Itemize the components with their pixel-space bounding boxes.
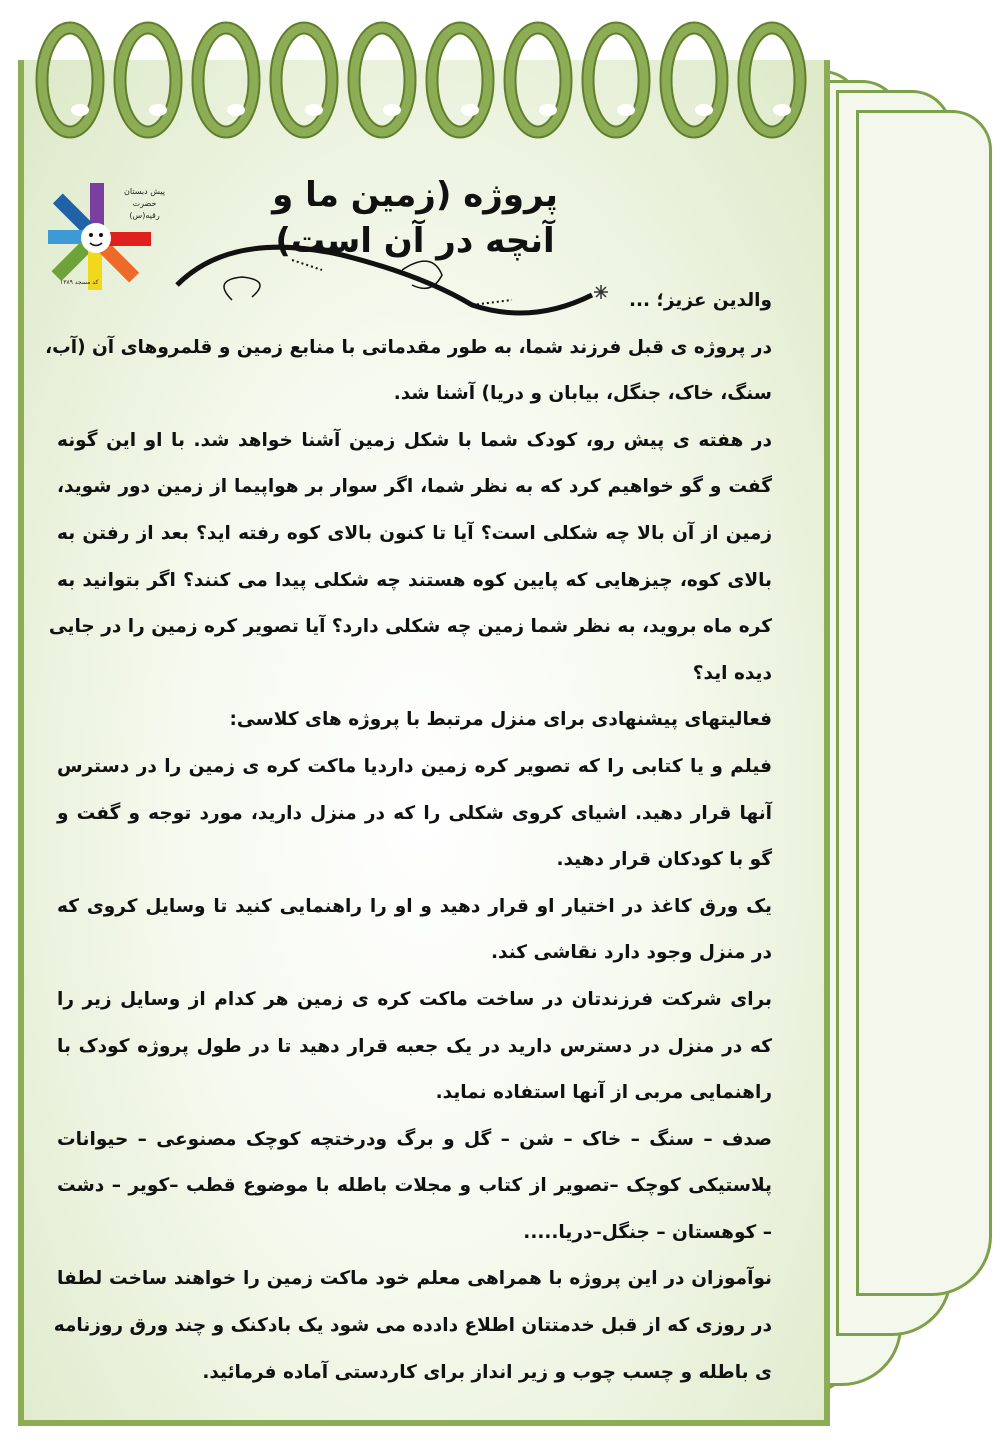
ring-highlight [305, 104, 323, 116]
ring-highlight [383, 104, 401, 116]
text-line: در روزی که از قبل خدمتتان اطلاع دادده می شود یک بادکنک و چند ورق روزنامه [53, 1315, 772, 1337]
text-line: دیده اید؟ [692, 662, 772, 684]
text-line: پلاستیکی کوچک –تصویر از کتاب و مجلات باطله با موضوع قطب –کویر – دشت [57, 1175, 772, 1197]
ring [744, 28, 800, 132]
ring [354, 28, 410, 132]
ring [510, 28, 566, 132]
ring [42, 28, 98, 132]
text-line: در پروژه ی قبل فرزند شما، به طور مقدماتی با منابع زمین و قلمروهای آن (آب، [45, 336, 772, 358]
ring-highlight [149, 104, 167, 116]
ring [198, 28, 254, 132]
text-line: زمین از آن بالا چه شکلی است؟ آیا تا کنون بالای کوه رفته اید؟ بعد از رفتن به [57, 522, 772, 544]
logo-line: پیش دبستان [124, 187, 166, 196]
ring-highlight [461, 104, 479, 116]
text-line: فیلم و یا کتابی را که تصویر کره زمین داردیا ماکت کره ی زمین را در دسترس [57, 755, 772, 777]
text-line: فعالیتهای پیشنهادی برای منزل مرتبط با پروژه های کلاسی: [229, 709, 772, 731]
ring-highlight [773, 104, 791, 116]
ring-highlight [227, 104, 245, 116]
text-line: سنگ، خاک، جنگل، بیابان و دریا) آشنا شد. [393, 383, 772, 405]
logo-line: رقیه(س) [129, 211, 160, 220]
ring-highlight [617, 104, 635, 116]
text-line: – کوهستان – جنگل–دریا..... [523, 1221, 772, 1243]
text-line: برای شرکت فرزندتان در ساخت ماکت کره ی زمین هر کدام از وسایل زیر را [57, 988, 772, 1010]
text-line: در منزل وجود دارد نقاشی کند. [491, 942, 772, 964]
logo-line: حضرت [132, 199, 157, 208]
ring-highlight [71, 104, 89, 116]
text-line: گفت و گو خواهیم کرد که به نظر شما، اگر سوار بر هواپیما از زمین دور شوید، [57, 476, 772, 498]
text-line: راهنمایی مربی از آنها استفاده نماید. [435, 1082, 772, 1104]
text-line: گو با کودکان قرار دهید. [556, 849, 772, 871]
ring-highlight [695, 104, 713, 116]
ring-highlight [539, 104, 557, 116]
ring [276, 28, 332, 132]
text-line: آنها قرار دهید. اشیای کروی شکلی را که در منزل دارید، مورد توجه و گفت و [57, 802, 772, 824]
letter-body [45, 278, 772, 1396]
text-line: صدف – سنگ – خاک – شن – گل و برگ ودرختچه کوچک مصنوعی – حیوانات [57, 1128, 772, 1150]
text-line: نوآموزان در این پروژه با همراهی معلم خود ماکت زمین را خواهند ساخت لطفا [57, 1268, 772, 1290]
ring [432, 28, 488, 132]
text-line: بالای کوه، چیزهایی که پایین کوه هستند چه شکلی پیدا می کنند؟ اگر بتوانید به [57, 569, 772, 591]
text-line: والدین عزیز؛ ... [628, 290, 772, 311]
text-line: در هفته ی پیش رو، کودک شما با شکل زمین آشنا خواهد شد. با او این گونه [57, 429, 772, 451]
ring [120, 28, 176, 132]
spiral-rings-icon [0, 0, 1000, 180]
text-line: یک ورق کاغذ در اختیار او قرار دهید و او را راهنمایی کنید تا وسایل کروی که [57, 895, 772, 917]
title-line: آنچه در آن است) [275, 221, 555, 261]
text-line: کره ماه بروید، به نظر شما زمین چه شکلی دارد؟ آیا تصویر کره زمین را در جایی [48, 616, 772, 638]
title-line: پروژه (زمین ما و [272, 175, 558, 215]
ring [588, 28, 644, 132]
text-line: که در منزل در دسترس دارید در یک جعبه قرار دهید تا در طول پروژه کودک با [57, 1035, 772, 1057]
text-line: ی باطله و چسب چوب و زیر انداز برای کاردستی آماده فرمائید. [202, 1361, 772, 1383]
logo-code: کد مسجد ۱۳۸۹ [60, 279, 99, 286]
logo-text [124, 186, 165, 222]
ring [666, 28, 722, 132]
